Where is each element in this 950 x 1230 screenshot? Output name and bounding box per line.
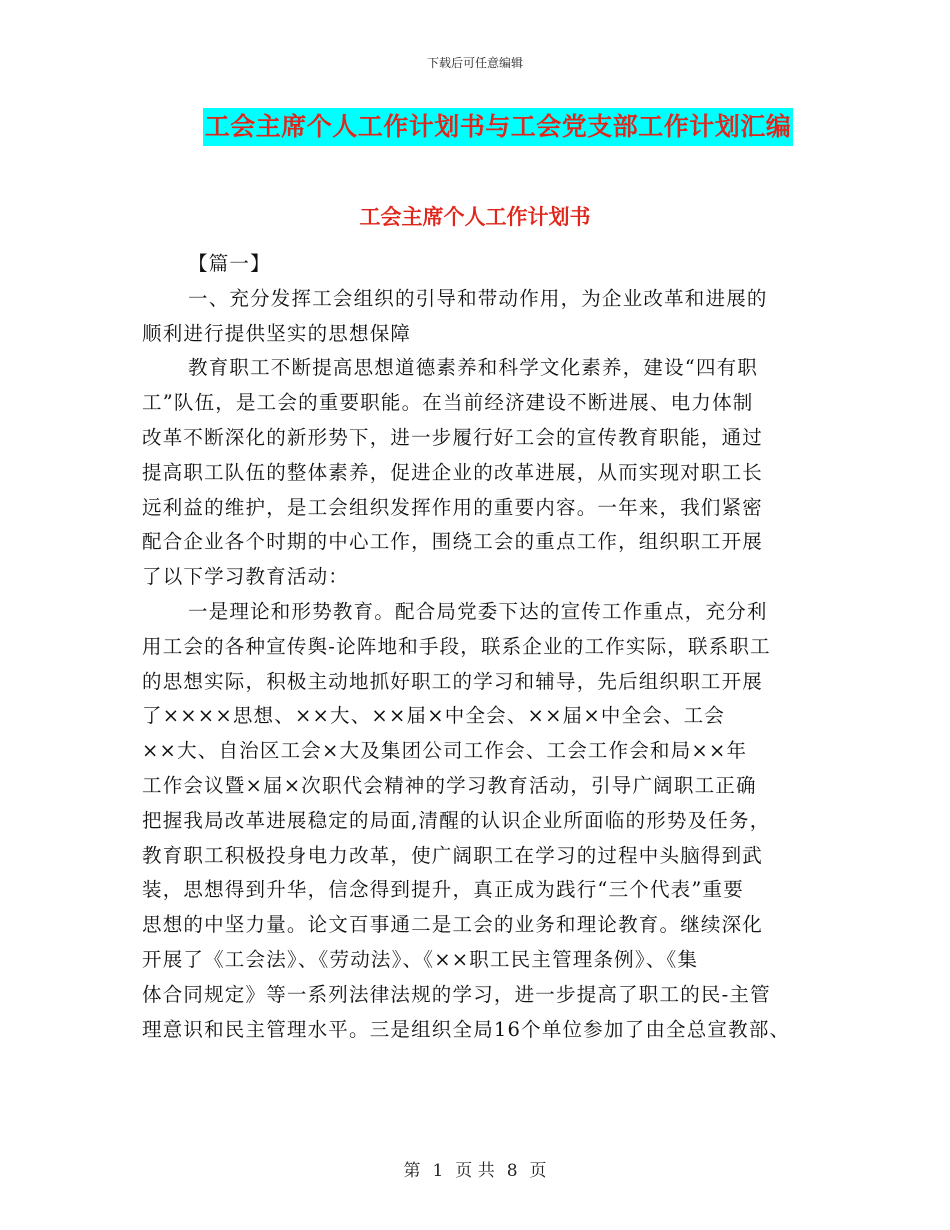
page-footer (0, 1156, 950, 1181)
body-line: 配合企业各个时期的中心工作，围绕工会的重点工作，组织职工开展 (142, 530, 764, 554)
body-line: 【篇一】 (188, 252, 271, 275)
body-line: 把握我局改革进展稳定的局面,清醒的认识企业所面临的形势及任务， (142, 808, 771, 832)
body-line: 工作会议暨×届×次职代会精神的学习教育活动，引导广阔职工正确 (142, 773, 757, 797)
main-title-container (0, 108, 950, 146)
body-line: 思想的中坚力量。论文百事通二是工会的业务和理论教育。继续深化 (142, 913, 764, 937)
body-line: 改革不断深化的新形势下，进一步履行好工会的宣传教育职能，通过 (142, 425, 764, 449)
body-line: ××大、自治区工会×大及集团公司工作会、工会工作会和局××年 (142, 739, 748, 763)
body-line: 工”队伍，是工会的重要职能。在当前经济建设不断进展、电力体制 (142, 391, 754, 415)
footer-suffix: 页 (529, 1161, 547, 1181)
body-line: 开展了《工会法》、《劳动法》、《××职工民主管理条例》、《集 (142, 947, 699, 971)
body-text (142, 247, 812, 1047)
body-line: 理意识和民主管理水平。三是组织全局16个单位参加了由全总宣教部、 (142, 1017, 791, 1041)
footer-total-pages: 8 (506, 1161, 518, 1181)
body-line: 一是理论和形势教育。配合局党委下达的宣传工作重点，充分利 (188, 599, 768, 623)
footer-prefix: 第 (403, 1161, 421, 1181)
main-title: 工会主席个人工作计划书与工会党支部工作计划汇编 (203, 108, 794, 146)
body-line: 了以下学习教育活动： (142, 565, 350, 589)
header-note: 下载后可任意编辑 (426, 56, 523, 70)
body-line: 顺利进行提供坚实的思想保障 (142, 321, 412, 345)
footer-page-number: 1 (432, 1161, 444, 1181)
section-title: 工会主席个人工作计划书 (359, 204, 591, 229)
body-line: 一、充分发挥工会组织的引导和带动作用，为企业改革和进展的 (188, 286, 768, 310)
body-line: 远利益的维护，是工会组织发挥作用的重要内容。一年来，我们紧密 (142, 495, 764, 519)
body-line: 了××××思想、××大、××届×中全会、××届×中全会、工会 (142, 704, 726, 728)
body-line: 用工会的各种宣传舆-论阵地和手段，联系企业的工作实际，联系职工 (142, 634, 771, 658)
body-line: 提高职工队伍的整体素养，促进企业的改革进展，从而实现对职工长 (142, 460, 764, 484)
footer-middle: 页 共 (455, 1161, 495, 1181)
body-line: 装，思想得到升华，信念得到提升，真正成为践行“三个代表”重要 (142, 878, 744, 902)
body-line: 教育职工积极投身电力改革，使广阔职工在学习的过程中头脑得到武 (142, 843, 764, 867)
body-line: 的思想实际，积极主动地抓好职工的学习和辅导，先后组织职工开展 (142, 669, 764, 693)
body-line: 教育职工不断提高思想道德素养和科学文化素养，建设“四有职 (188, 356, 759, 380)
body-line: 体合同规定》等一系列法律法规的学习，进一步提高了职工的民-主管 (142, 982, 771, 1006)
